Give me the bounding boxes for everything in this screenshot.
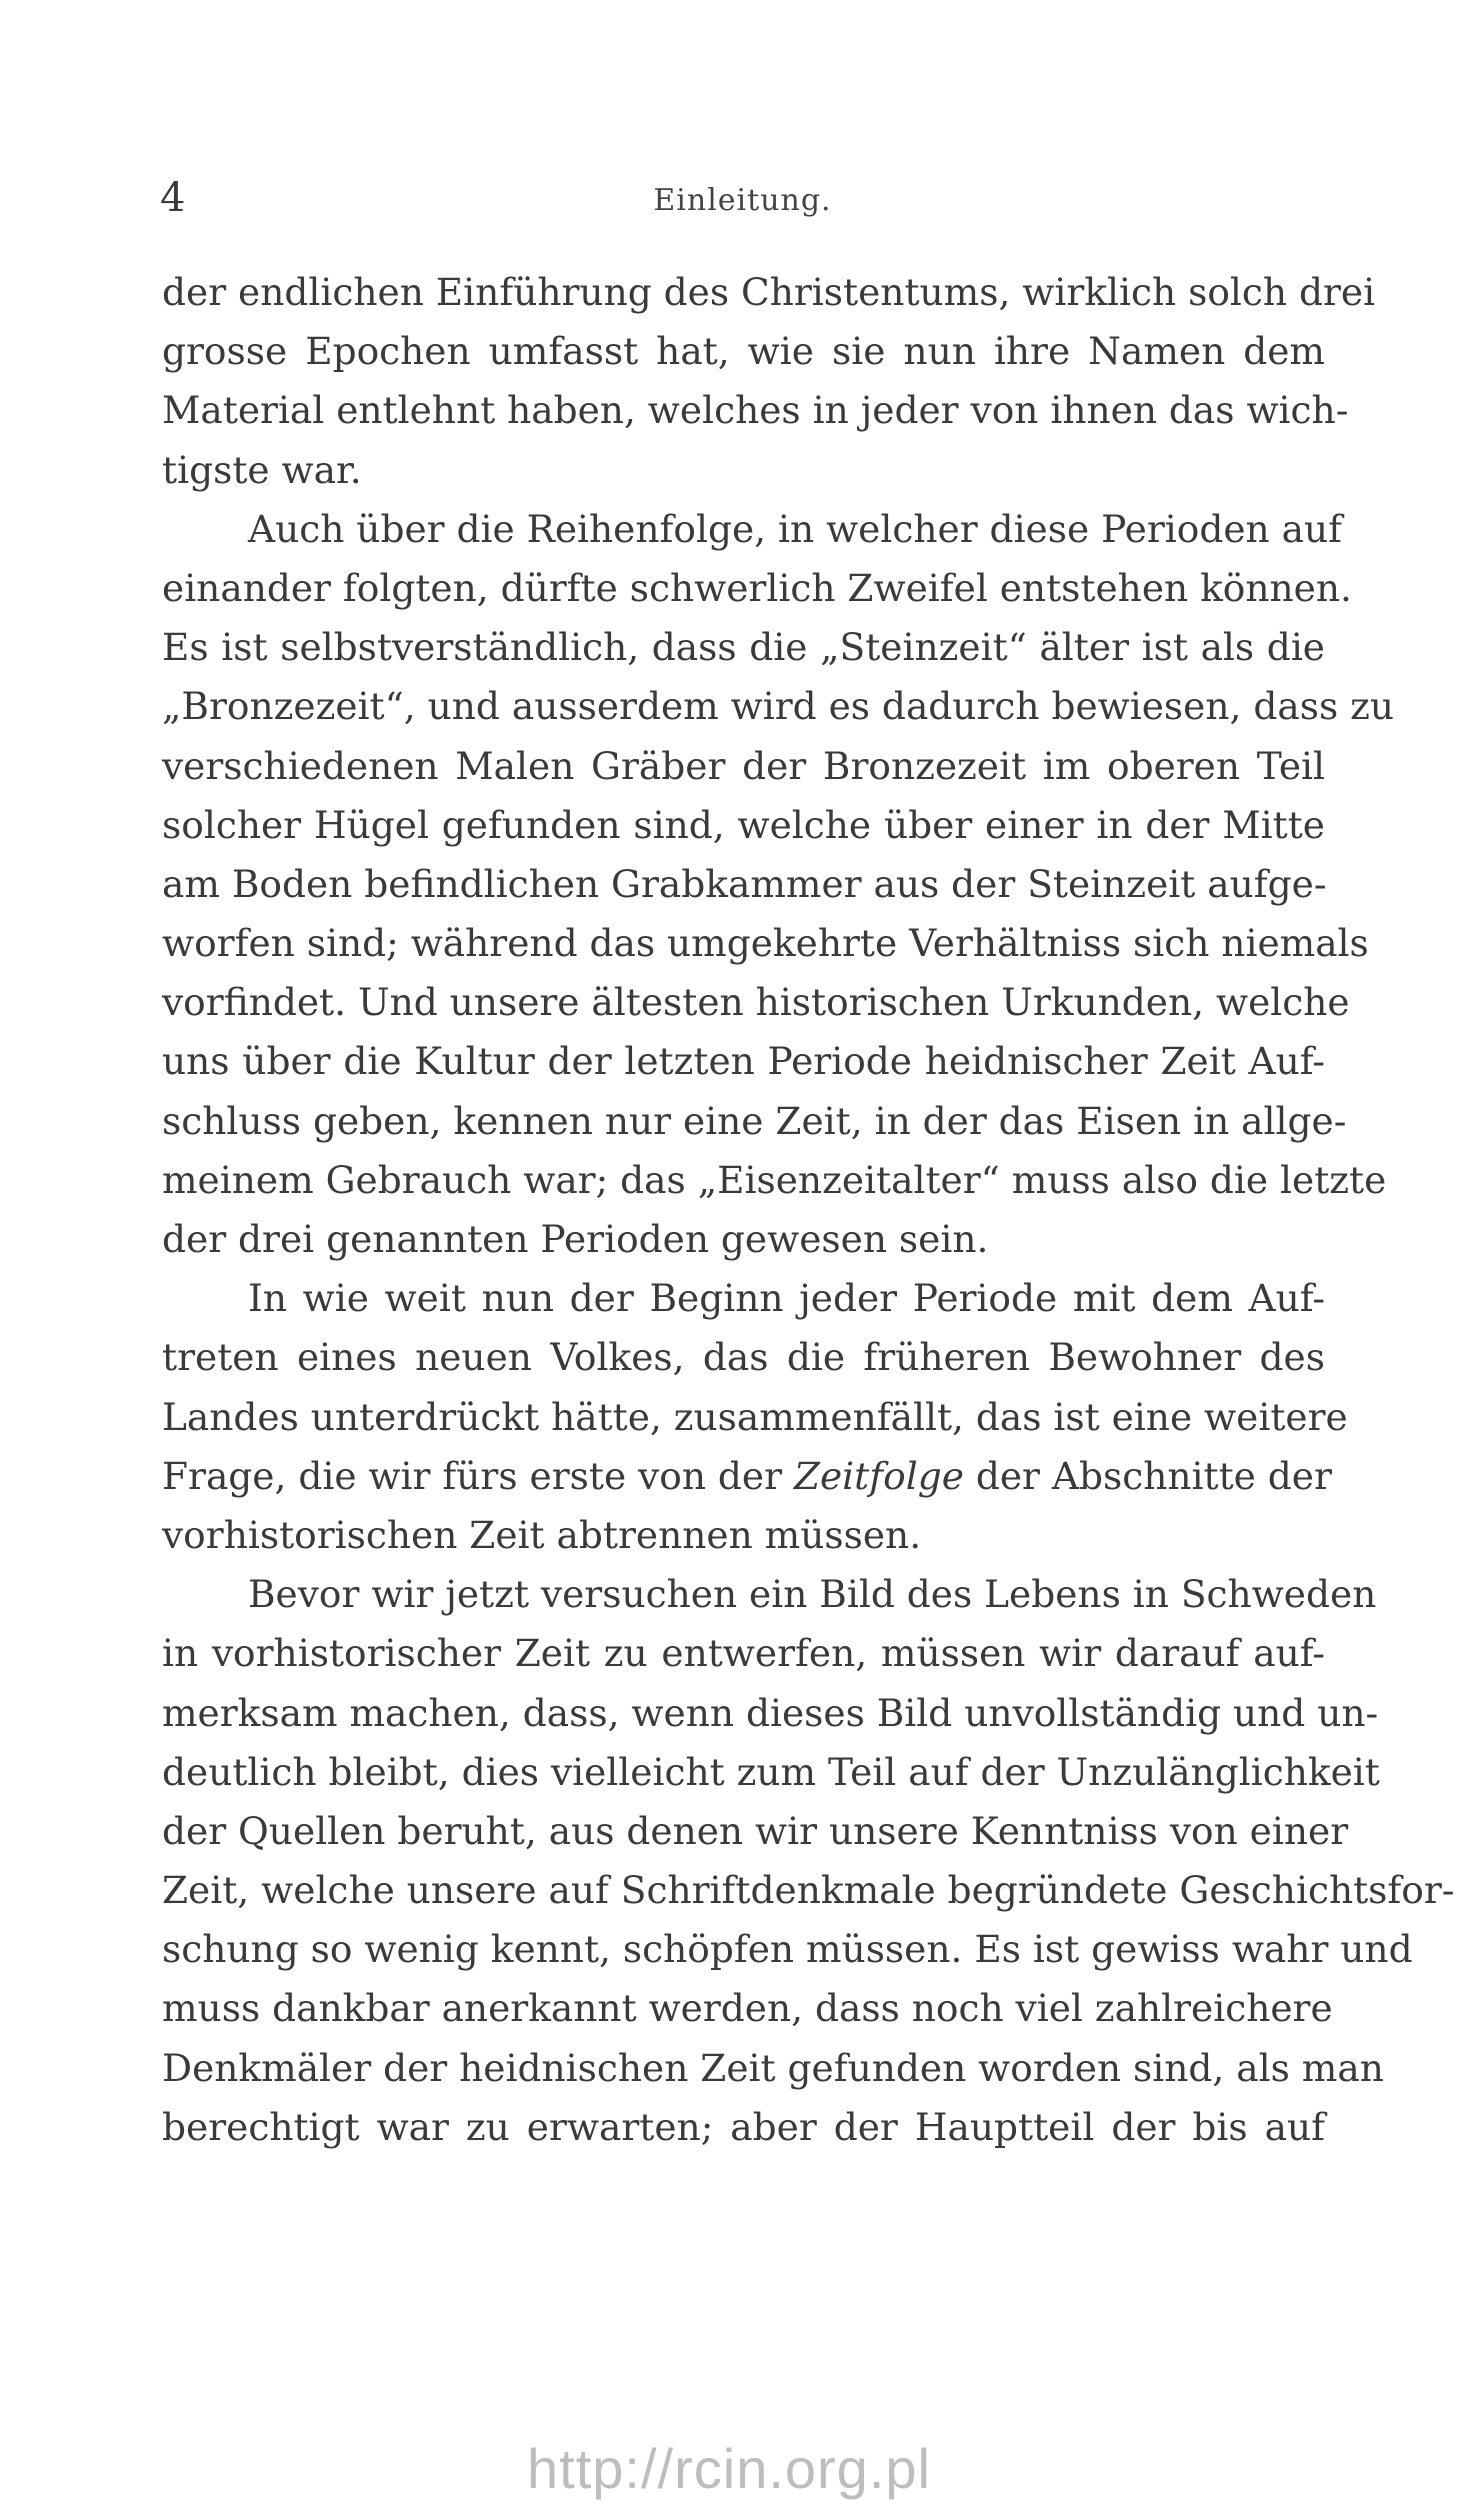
text-line: grosse Epochen umfasst hat, wie sie nun ihre Namen dem <box>162 329 1325 374</box>
text-line: schluss geben, kennen nur eine Zeit, in der das Eisen in allge- <box>162 1098 1347 1143</box>
text-line: muss dankbar anerkannt werden, dass noch viel zahlreichere <box>162 1986 1333 2031</box>
running-head: Einleitung. <box>653 183 832 218</box>
text-line: vorhistorischen Zeit abtrennen müssen. <box>162 1512 922 1557</box>
line-end-text: der Abschnitte der <box>975 1453 1332 1498</box>
text-line: schung so wenig kennt, schöpfen müssen. Es ist gewiss wahr und <box>162 1927 1413 1972</box>
text-line: in vorhistorischer Zeit zu entwerfen, müssen wir darauf auf- <box>162 1631 1325 1676</box>
page-header <box>160 175 1325 225</box>
text-line: tigste war. <box>162 447 362 492</box>
text-line: Material entlehnt haben, welches in jeder von ihnen das wich- <box>162 388 1349 433</box>
text-line-with-emphasis <box>162 1447 1332 1506</box>
paragraph-start-line: Bevor wir jetzt versuchen ein Bild des Lebens in Schweden <box>248 1572 1377 1617</box>
emphasized-word: Zeitfolge <box>793 1453 964 1498</box>
text-line: einander folgten, dürfte schwerlich Zweifel entstehen können. <box>162 565 1352 610</box>
text-line: treten eines neuen Volkes, das die früheren Bewohner des <box>162 1335 1325 1380</box>
body-text <box>162 263 1455 2157</box>
text-line: verschiedenen Malen Gräber der Bronzezeit im oberen Teil <box>162 743 1325 788</box>
text-line: Zeit, welche unsere auf Schriftdenkmale begründete Geschichtsfor- <box>162 1868 1455 1913</box>
line-start-text: Frage, die wir fürs erste von der <box>162 1453 783 1498</box>
text-line: der endlichen Einführung des Christentums, wirklich solch drei <box>162 270 1376 314</box>
text-line: meinem Gebrauch war; das „Eisenzeitalter“ muss also die letzte <box>162 1157 1387 1202</box>
paragraph-start-line: In wie weit nun der Beginn jeder Periode mit dem Auf- <box>248 1276 1325 1321</box>
page-number: 4 <box>160 175 186 221</box>
text-line: „Bronzezeit“, und ausserdem wird es dadurch bewiesen, dass zu <box>162 684 1395 729</box>
text-line: worfen sind; während das umgekehrte Verhältniss sich niemals <box>162 921 1369 966</box>
watermark-url: http://rcin.org.pl <box>527 2437 931 2500</box>
text-line: Denkmäler der heidnischen Zeit gefunden worden sind, als man <box>162 2045 1384 2090</box>
text-line: am Boden befindlichen Grabkammer aus der Steinzeit aufge- <box>162 861 1327 906</box>
text-line: deutlich bleibt, dies vielleicht zum Teil auf der Unzulänglichkeit <box>162 1749 1380 1794</box>
text-line: Es ist selbstverständlich, dass die „Steinzeit“ älter ist als die <box>162 625 1325 670</box>
text-line: der Quellen beruht, aus denen wir unsere Kenntniss von einer <box>162 1808 1349 1853</box>
text-line: der drei genannten Perioden gewesen sein. <box>162 1217 989 1261</box>
text-line: merksam machen, dass, wenn dieses Bild unvollständig und un- <box>162 1690 1379 1735</box>
text-line: vorfindet. Und unsere ältesten historischen Urkunden, welche <box>162 980 1350 1025</box>
text-line: uns über die Kultur der letzten Periode heidnischer Zeit Auf- <box>162 1039 1325 1084</box>
text-line: berechtigt war zu erwarten; aber der Hauptteil der bis auf <box>162 2104 1325 2149</box>
paragraph-start-line: Auch über die Reihenfolge, in welcher diese Perioden auf <box>248 506 1343 551</box>
text-line: solcher Hügel gefunden sind, welche über einer in der Mitte <box>162 802 1325 847</box>
text-line: Landes unterdrückt hätte, zusammenfällt, das ist eine weitere <box>162 1394 1348 1439</box>
